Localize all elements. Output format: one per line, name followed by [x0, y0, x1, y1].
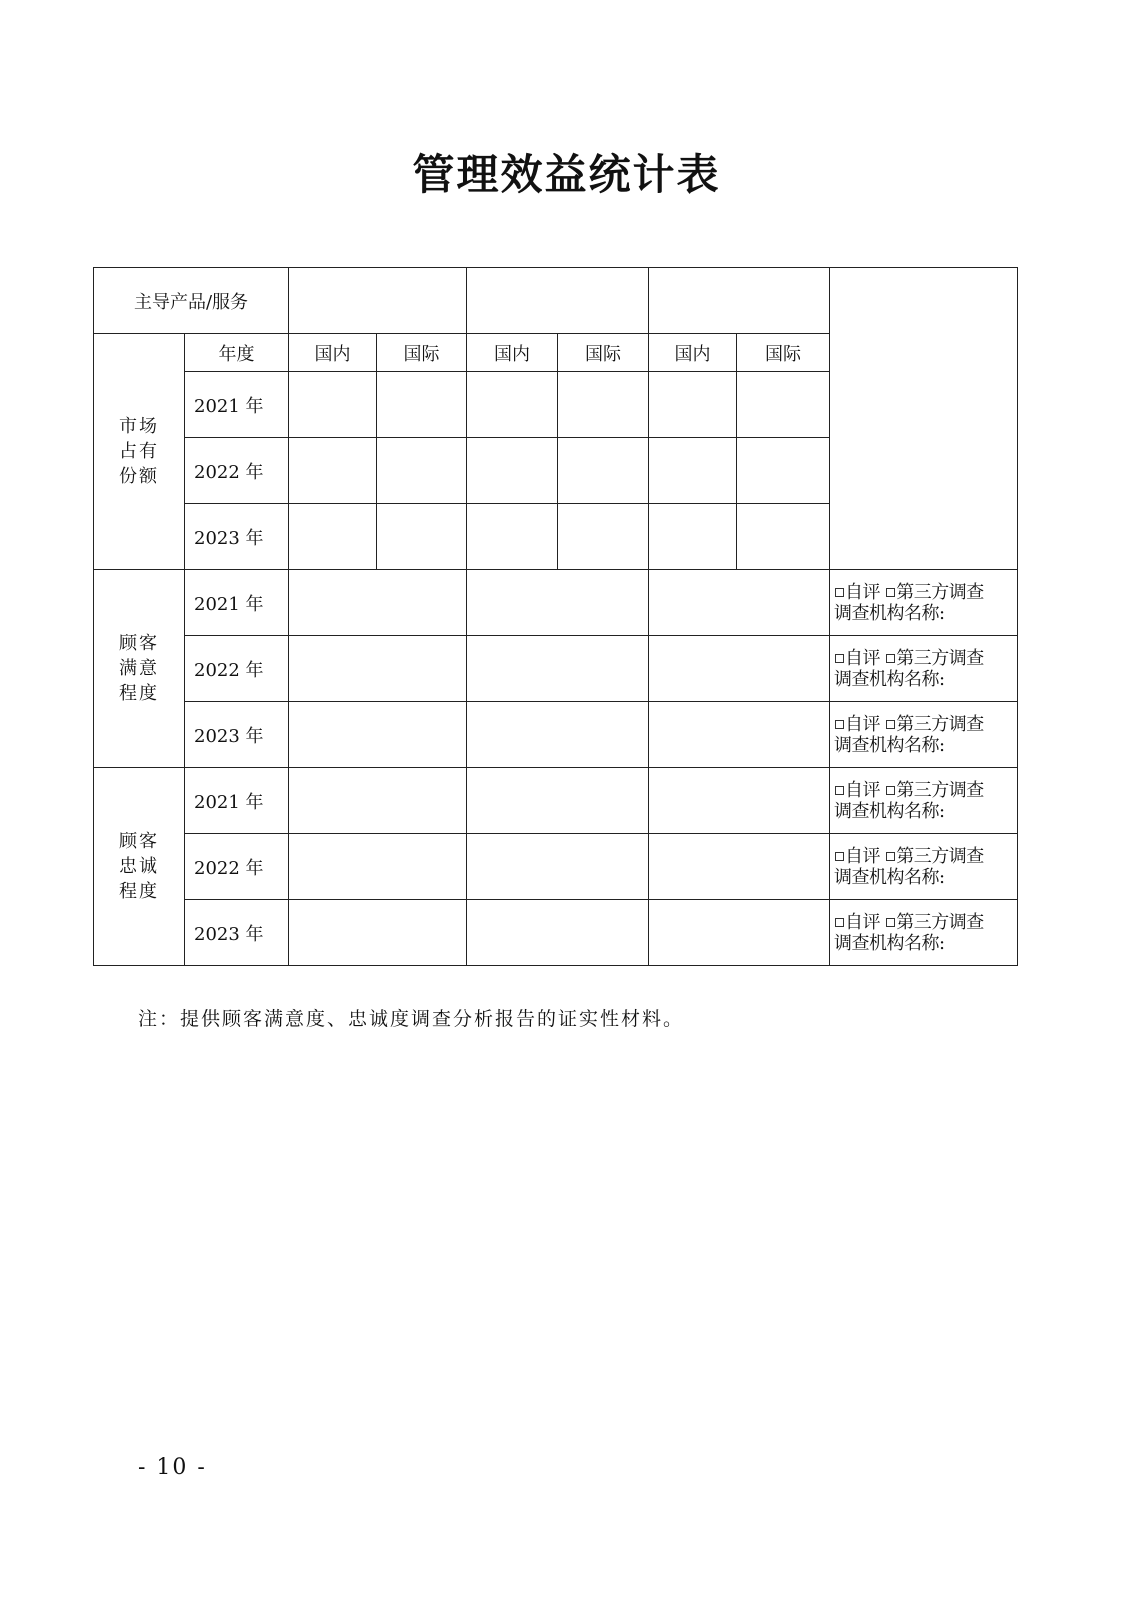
year-label: 2023 年	[185, 900, 289, 966]
self-eval-checkbox[interactable]	[835, 918, 844, 927]
third-party-checkbox[interactable]	[886, 786, 895, 795]
data-cell[interactable]	[289, 504, 377, 570]
data-cell[interactable]	[289, 372, 377, 438]
loyalty-row-2021	[94, 768, 1018, 834]
international-header-1: 国际	[377, 334, 467, 372]
year-label: 2022 年	[185, 636, 289, 702]
data-cell[interactable]	[649, 372, 737, 438]
self-eval-checkbox[interactable]	[835, 852, 844, 861]
data-cell[interactable]	[467, 504, 558, 570]
domestic-header-1: 国内	[289, 334, 377, 372]
data-cell[interactable]	[649, 636, 830, 702]
data-cell[interactable]	[289, 438, 377, 504]
self-eval-label: 自评	[845, 581, 881, 603]
year-label: 2021 年	[185, 768, 289, 834]
footnote: 注：提供顾客满意度、忠诚度调查分析报告的证实性材料。	[138, 1008, 685, 1030]
year-label: 2022 年	[185, 834, 289, 900]
agency-name-label: 调查机构名称:	[834, 734, 945, 756]
management-benefit-table	[93, 267, 1018, 966]
data-cell[interactable]	[649, 570, 830, 636]
self-eval-checkbox[interactable]	[835, 786, 844, 795]
product-cell-3[interactable]	[649, 268, 830, 334]
agency-name-label: 调查机构名称:	[834, 800, 945, 822]
self-eval-checkbox[interactable]	[835, 654, 844, 663]
international-header-3: 国际	[737, 334, 830, 372]
data-cell[interactable]	[467, 900, 649, 966]
year-label: 2021 年	[185, 570, 289, 636]
product-label: 主导产品/服务	[94, 268, 289, 334]
data-cell[interactable]	[289, 768, 467, 834]
third-party-checkbox[interactable]	[886, 588, 895, 597]
page-number: - 10 -	[138, 1455, 207, 1480]
data-cell[interactable]	[377, 504, 467, 570]
page-title: 管理效益统计表	[412, 150, 721, 199]
third-party-label: 第三方调查	[896, 581, 984, 603]
data-cell[interactable]	[649, 834, 830, 900]
year-label: 2023 年	[185, 702, 289, 768]
third-party-label: 第三方调查	[896, 845, 984, 867]
data-cell[interactable]	[467, 570, 649, 636]
data-cell[interactable]	[467, 438, 558, 504]
product-cell-2[interactable]	[467, 268, 649, 334]
third-party-checkbox[interactable]	[886, 918, 895, 927]
data-cell[interactable]	[289, 636, 467, 702]
survey-source-cell	[830, 768, 1018, 834]
year-label: 2022 年	[185, 438, 289, 504]
data-cell[interactable]	[467, 702, 649, 768]
data-cell[interactable]	[289, 702, 467, 768]
satisfaction-row-2023	[94, 702, 1018, 768]
third-party-label: 第三方调查	[896, 713, 984, 735]
market-share-label	[94, 334, 185, 570]
agency-name-label: 调查机构名称:	[834, 866, 945, 888]
self-eval-label: 自评	[845, 647, 881, 669]
data-cell[interactable]	[649, 504, 737, 570]
third-party-checkbox[interactable]	[886, 720, 895, 729]
survey-source-cell	[830, 900, 1018, 966]
third-party-label: 第三方调查	[896, 779, 984, 801]
satisfaction-label-line-1: 顾客	[119, 633, 159, 654]
self-eval-label: 自评	[845, 911, 881, 933]
year-header: 年度	[185, 334, 289, 372]
data-cell[interactable]	[467, 372, 558, 438]
self-eval-label: 自评	[845, 845, 881, 867]
agency-name-label: 调查机构名称:	[834, 668, 945, 690]
agency-name-label: 调查机构名称:	[834, 602, 945, 624]
survey-source-cell	[830, 636, 1018, 702]
self-eval-label: 自评	[845, 713, 881, 735]
loyalty-row-2022	[94, 834, 1018, 900]
data-cell[interactable]	[737, 438, 830, 504]
market-share-label-line-3: 份额	[119, 466, 159, 487]
data-cell[interactable]	[377, 372, 467, 438]
domestic-header-3: 国内	[649, 334, 737, 372]
data-cell[interactable]	[649, 702, 830, 768]
data-cell[interactable]	[649, 900, 830, 966]
survey-source-cell	[830, 834, 1018, 900]
data-cell[interactable]	[467, 636, 649, 702]
third-party-checkbox[interactable]	[886, 654, 895, 663]
survey-source-cell	[830, 570, 1018, 636]
third-party-label: 第三方调查	[896, 911, 984, 933]
data-cell[interactable]	[377, 438, 467, 504]
data-cell[interactable]	[289, 570, 467, 636]
self-eval-label: 自评	[845, 779, 881, 801]
loyalty-row-2023	[94, 900, 1018, 966]
data-cell[interactable]	[558, 438, 649, 504]
product-cell-1[interactable]	[289, 268, 467, 334]
market-share-label-line-1: 市场	[119, 416, 159, 437]
third-party-checkbox[interactable]	[886, 852, 895, 861]
self-eval-checkbox[interactable]	[835, 588, 844, 597]
year-label: 2021 年	[185, 372, 289, 438]
data-cell[interactable]	[289, 834, 467, 900]
data-cell[interactable]	[558, 372, 649, 438]
loyalty-label-line-2: 忠诚	[119, 856, 159, 877]
loyalty-label	[94, 768, 185, 966]
self-eval-checkbox[interactable]	[835, 720, 844, 729]
loyalty-label-line-1: 顾客	[119, 831, 159, 852]
satisfaction-label-line-2: 满意	[119, 658, 159, 679]
data-cell[interactable]	[737, 504, 830, 570]
satisfaction-label-line-3: 程度	[119, 683, 159, 704]
data-cell[interactable]	[737, 372, 830, 438]
international-header-2: 国际	[558, 334, 649, 372]
product-row	[94, 268, 1018, 334]
data-cell[interactable]	[467, 768, 649, 834]
market-share-label-line-2: 占有	[119, 441, 159, 462]
blank-right-cell	[830, 268, 1018, 570]
loyalty-label-line-3: 程度	[119, 881, 159, 902]
satisfaction-row-2021	[94, 570, 1018, 636]
agency-name-label: 调查机构名称:	[834, 932, 945, 954]
year-label: 2023 年	[185, 504, 289, 570]
data-cell[interactable]	[467, 834, 649, 900]
data-cell[interactable]	[558, 504, 649, 570]
data-cell[interactable]	[289, 900, 467, 966]
domestic-header-2: 国内	[467, 334, 558, 372]
satisfaction-row-2022	[94, 636, 1018, 702]
data-cell[interactable]	[649, 768, 830, 834]
survey-source-cell	[830, 702, 1018, 768]
satisfaction-label	[94, 570, 185, 768]
data-cell[interactable]	[649, 438, 737, 504]
third-party-label: 第三方调查	[896, 647, 984, 669]
